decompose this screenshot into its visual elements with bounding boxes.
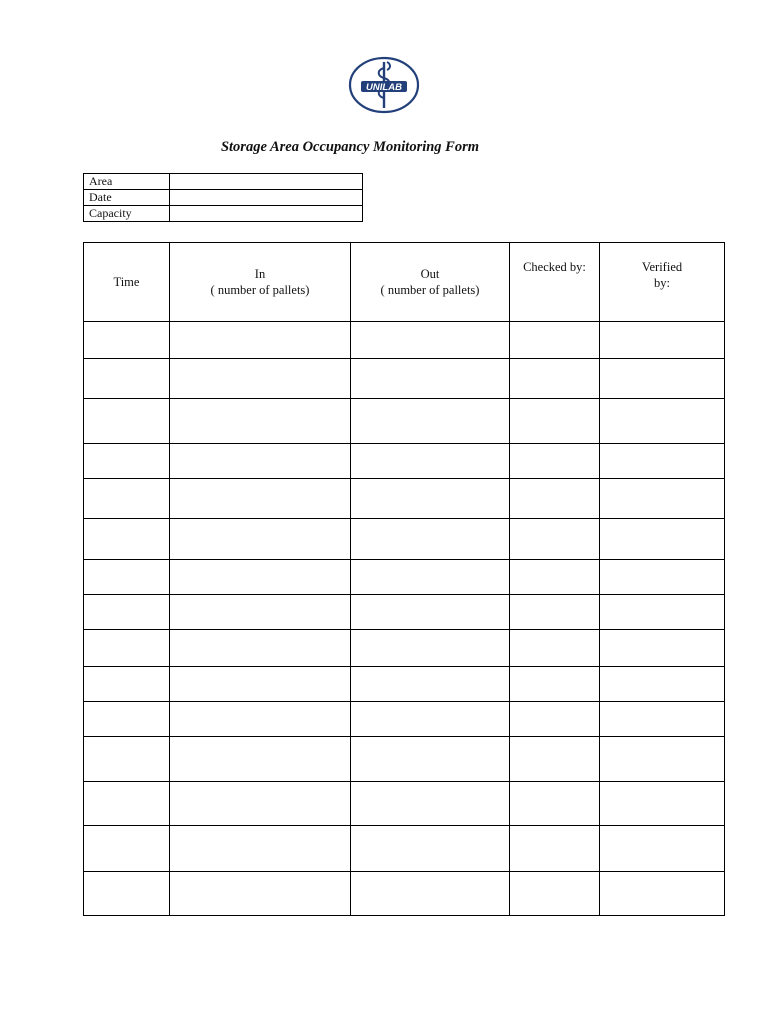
svg-text:UNILAB: UNILAB [366, 82, 402, 93]
in-cell [170, 595, 351, 630]
in-header [170, 243, 351, 322]
time-cell [84, 782, 170, 826]
out-cell [351, 782, 510, 826]
table-row [84, 519, 725, 560]
checked-by-cell [510, 359, 600, 399]
table-row [84, 630, 725, 667]
checked-by-cell [510, 322, 600, 359]
checked-by-label: Checked by: [523, 260, 586, 274]
verified-by-cell [600, 560, 725, 595]
time-cell [84, 737, 170, 782]
info-row-date [84, 190, 363, 206]
table-row [84, 782, 725, 826]
verified-by-cell [600, 872, 725, 916]
checked-by-cell [510, 782, 600, 826]
in-cell [170, 702, 351, 737]
time-cell [84, 399, 170, 444]
time-cell [84, 519, 170, 560]
time-cell [84, 630, 170, 667]
table-row [84, 399, 725, 444]
out-cell [351, 826, 510, 872]
out-cell [351, 667, 510, 702]
in-cell [170, 630, 351, 667]
verified-by-header [600, 243, 725, 322]
verified-by-cell [600, 479, 725, 519]
header-row [84, 243, 725, 322]
out-header [351, 243, 510, 322]
checked-by-cell [510, 872, 600, 916]
time-cell [84, 667, 170, 702]
in-cell [170, 399, 351, 444]
out-cell [351, 359, 510, 399]
capacity-label: Capacity [84, 206, 170, 222]
time-cell [84, 560, 170, 595]
out-header-label: Out [420, 267, 440, 281]
time-cell [84, 872, 170, 916]
info-row-area [84, 174, 363, 190]
time-cell [84, 702, 170, 737]
time-header-label: Time [113, 275, 140, 289]
checked-by-cell [510, 702, 600, 737]
checked-by-cell [510, 560, 600, 595]
verified-by-cell [600, 444, 725, 479]
out-cell [351, 399, 510, 444]
table-row [84, 479, 725, 519]
table-row [84, 872, 725, 916]
time-cell [84, 826, 170, 872]
out-cell [351, 595, 510, 630]
out-cell [351, 444, 510, 479]
table-row [84, 826, 725, 872]
checked-by-cell [510, 479, 600, 519]
in-cell [170, 444, 351, 479]
checked-by-cell [510, 630, 600, 667]
table-row [84, 702, 725, 737]
area-label: Area [84, 174, 170, 190]
log-body [84, 322, 725, 916]
time-cell [84, 322, 170, 359]
checked-by-cell [510, 826, 600, 872]
info-table [83, 173, 363, 222]
in-cell [170, 667, 351, 702]
verified-by-cell [600, 630, 725, 667]
time-cell [84, 444, 170, 479]
out-cell [351, 322, 510, 359]
checked-by-header [510, 243, 600, 322]
in-cell [170, 519, 351, 560]
table-row [84, 322, 725, 359]
out-cell [351, 702, 510, 737]
verified-by-label-line1: Verified [641, 260, 683, 274]
out-cell [351, 479, 510, 519]
checked-by-cell [510, 399, 600, 444]
time-header [84, 243, 170, 322]
out-cell [351, 737, 510, 782]
in-cell [170, 560, 351, 595]
in-cell [170, 782, 351, 826]
out-cell [351, 630, 510, 667]
out-header-sublabel: ( number of pallets) [380, 283, 480, 297]
time-cell [84, 595, 170, 630]
time-cell [84, 479, 170, 519]
table-row [84, 737, 725, 782]
occupancy-log-table [83, 242, 725, 916]
table-row [84, 560, 725, 595]
in-cell [170, 826, 351, 872]
verified-by-cell [600, 782, 725, 826]
verified-by-cell [600, 399, 725, 444]
in-cell [170, 737, 351, 782]
date-value [170, 190, 363, 206]
table-row [84, 444, 725, 479]
checked-by-cell [510, 444, 600, 479]
in-cell [170, 359, 351, 399]
verified-by-cell [600, 595, 725, 630]
out-cell [351, 519, 510, 560]
unilab-logo [343, 50, 425, 120]
in-cell [170, 479, 351, 519]
info-row-capacity [84, 206, 363, 222]
form-title: Storage Area Occupancy Monitoring Form [220, 139, 480, 155]
in-cell [170, 322, 351, 359]
table-row [84, 359, 725, 399]
checked-by-cell [510, 595, 600, 630]
checked-by-cell [510, 667, 600, 702]
table-row [84, 667, 725, 702]
in-cell [170, 872, 351, 916]
out-cell [351, 872, 510, 916]
in-header-sublabel: ( number of pallets) [210, 283, 310, 297]
date-label: Date [84, 190, 170, 206]
verified-by-cell [600, 826, 725, 872]
verified-by-cell [600, 359, 725, 399]
verified-by-cell [600, 702, 725, 737]
verified-by-cell [600, 322, 725, 359]
area-value [170, 174, 363, 190]
checked-by-cell [510, 519, 600, 560]
table-row [84, 595, 725, 630]
verified-by-cell [600, 519, 725, 560]
verified-by-cell [600, 667, 725, 702]
verified-by-cell [600, 737, 725, 782]
verified-by-label-line2: by: [654, 276, 670, 290]
in-header-label: In [254, 267, 266, 281]
capacity-value [170, 206, 363, 222]
out-cell [351, 560, 510, 595]
time-cell [84, 359, 170, 399]
checked-by-cell [510, 737, 600, 782]
